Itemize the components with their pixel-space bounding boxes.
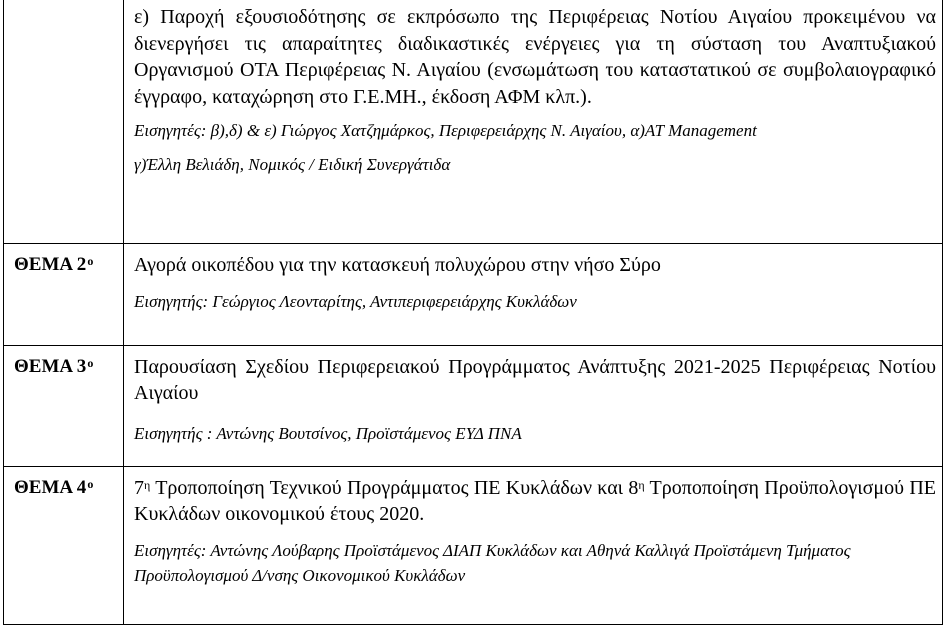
item-rapporteur-continued: γ)Έλλη Βελιάδη, Νομικός / Ειδική Συνεργάτιδα xyxy=(134,155,451,174)
item-label-cell xyxy=(4,0,124,243)
item-text: Παρουσίαση Σχεδίου Περιφερειακού Προγράμματος Ανάπτυξης 2021-2025 Περιφέρειας Νοτίου Αιγαίου xyxy=(134,355,936,404)
agenda-row-item-3 xyxy=(4,345,943,466)
item-label-cell xyxy=(4,345,124,466)
item-rapporteur: Εισηγητής: Γεώργιος Λεονταρίτης, Αντιπεριφερειάρχης Κυκλάδων xyxy=(134,292,577,311)
agenda-table xyxy=(3,0,943,625)
item-text: $7^\eta$ Τροποποίηση Τεχνικού Προγράμματος ΠΕ Κυκλάδων και $8^\eta$ Τροποποίηση Προϋπολογισμού ΠΕ Κυκλάδων οικονομικού έτους 2020. xyxy=(134,476,936,525)
item-rapporteur: Εισηγητές: β),δ) & ε) Γιώργος Χατζημάρκος, Περιφερειάρχης Ν. Αιγαίου, α)AT Management xyxy=(134,121,757,140)
item-text: Αγορά οικοπέδου για την κατασκευή πολυχώρου στην νήσο Σύρο xyxy=(134,253,661,276)
item-label-cell xyxy=(4,466,124,624)
item-number: ΘΕΜΑ $3^o$ xyxy=(14,355,94,377)
item-rapporteur: Εισηγητής : Αντώνης Βουτσίνος, Προϊστάμενος ΕΥΔ ΠΝΑ xyxy=(134,423,522,443)
item-label-cell xyxy=(4,243,124,345)
item-number: ΘΕΜΑ $2^o$ xyxy=(14,253,94,275)
item-body-cell xyxy=(124,345,943,466)
agenda-row-continued xyxy=(4,0,943,243)
item-text: ε) Παροχή εξουσιοδότησης σε εκπρόσωπο της Περιφέρειας Νοτίου Αιγαίου προκειμένου να διενεργήσει τις απαραίτητες διαδικαστικές ενέργειες για τη σύσταση του Αναπτυξιακού Οργανισμού ΟΤΑ Περιφέρειας Ν. Αιγαίου (ενσωμάτωση του καταστατικού σε συμβολαιογραφικό έγγραφο, καταχώρηση στο Γ.Ε.ΜΗ., έκδοση ΑΦΜ κλπ.). xyxy=(134,6,936,108)
item-body-cell xyxy=(124,243,943,345)
item-number: ΘΕΜΑ $4^o$ xyxy=(14,476,94,498)
item-rapporteur: Εισηγητές: Αντώνης Λούβαρης Προϊστάμενος ΔΙΑΠ Κυκλάδων και Αθηνά Καλλιγά Προϊστάμενη Τμήματος Προϋπολογισμού Δ/νσης Οικονομικού Κυκλάδων xyxy=(134,540,851,585)
agenda-row-item-2 xyxy=(4,243,943,345)
item-body-cell xyxy=(124,466,943,624)
agenda-row-item-4 xyxy=(4,466,943,624)
item-body-cell xyxy=(124,0,943,243)
